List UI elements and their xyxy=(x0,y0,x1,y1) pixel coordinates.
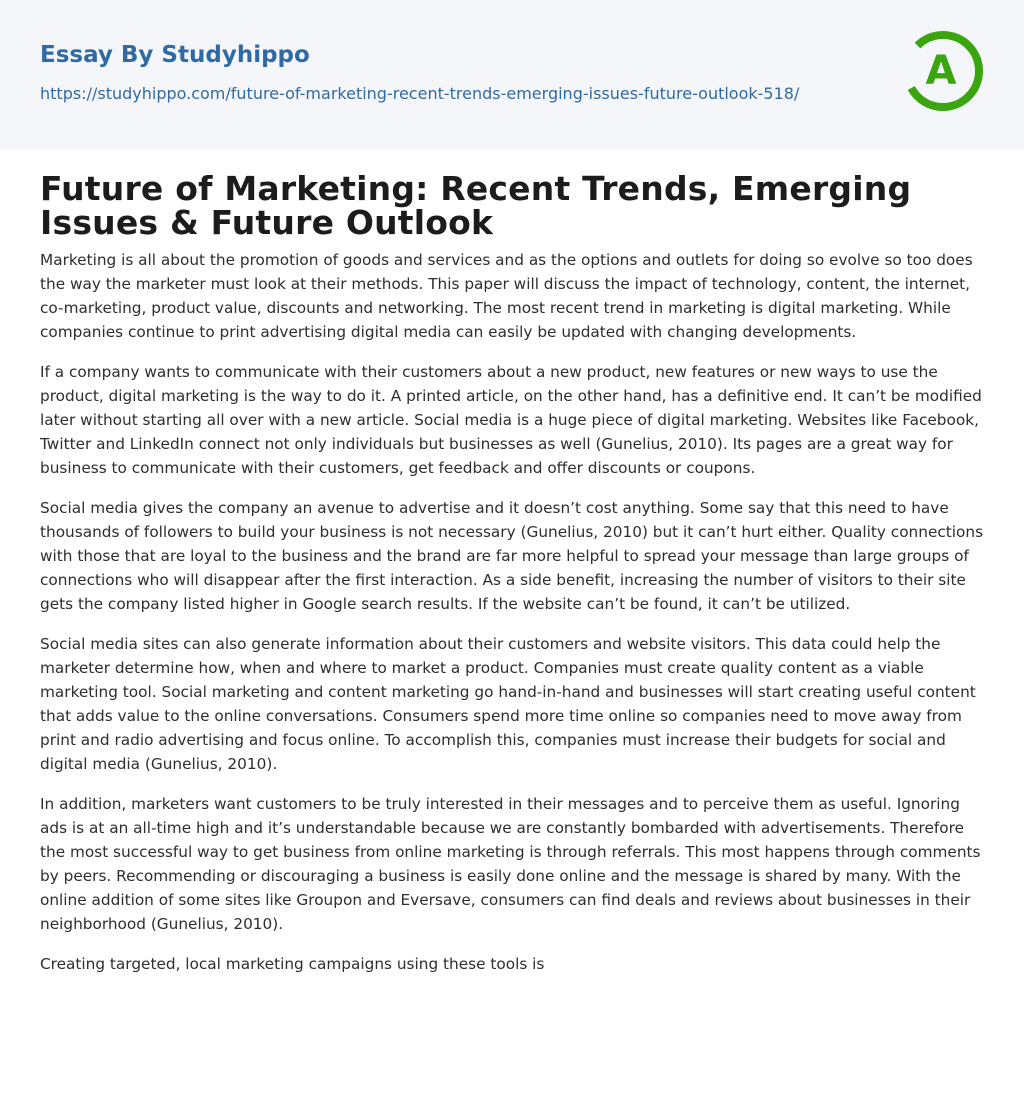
paragraph: Social media sites can also generate information about their customers and website visitors. This data could help the marketer determine how, when and where to market a product. Companies must create quality content as a viable marketing tool. Social marketing and content marketing go hand-in-hand and businesses will start creating useful content that adds value to the online conversations. Consumers spend more time online so companies need to move away from print and radio advertising and focus online. To accomplish this, companies must increase their budgets for social and digital media (Gunelius, 2010). xyxy=(40,635,976,773)
article-body xyxy=(0,169,1024,976)
essay-url-link[interactable]: https://studyhippo.com/future-of-marketing-recent-trends-emerging-issues-future-outlook-518/ xyxy=(40,84,800,103)
paragraph: Creating targeted, local marketing campaigns using these tools is xyxy=(40,955,545,973)
studyhippo-logo-icon[interactable] xyxy=(898,26,988,116)
paragraph: Marketing is all about the promotion of goods and services and as the options and outlets for doing so evolve so too does the way the marketer must look at their methods. This paper will discuss the impact of technology, content, the internet, co-marketing, product value, discounts and networking. The most recent trend in marketing is digital marketing. While companies continue to print advertising digital media can easily be updated with changing developments. xyxy=(40,251,973,341)
paragraph: Social media gives the company an avenue to advertise and it doesn’t cost anything. Some say that this need to have thousands of followers to build your business is not necessary (Gunelius, 2010) but it can’t hurt either. Quality connections with those that are loyal to the business and the brand are far more helpful to spread your message than large groups of connections who will disappear after the first interaction. As a side benefit, increasing the number of visitors to their site gets the company listed higher in Google search results. If the website can’t be found, it can’t be utilized. xyxy=(40,499,984,613)
logo-letter: A xyxy=(925,48,957,94)
site-header xyxy=(0,0,1024,150)
page-title: Future of Marketing: Recent Trends, Emerging Issues & Future Outlook xyxy=(40,169,912,242)
paragraph: In addition, marketers want customers to be truly interested in their messages and to perceive them as useful. Ignoring ads is at an all-time high and it’s understandable because we are constantly bombarded with advertisements. Therefore the most successful way to get business from online marketing is through referrals. This most happens through comments by peers. Recommending or discouraging a business is easily done online and the message is shared by many. With the online addition of some sites like Groupon and Eversave, consumers can find deals and reviews about businesses in their neighborhood (Gunelius, 2010). xyxy=(40,795,981,933)
paragraph: If a company wants to communicate with their customers about a new product, new features or new ways to use the product, digital marketing is the way to do it. A printed article, on the other hand, has a definitive end. It can’t be modified later without starting all over with a new article. Social media is a huge piece of digital marketing. Websites like Facebook, Twitter and LinkedIn connect not only individuals but businesses as well (Gunelius, 2010). Its pages are a great way for business to communicate with their customers, get feedback and offer discounts or coupons. xyxy=(40,363,982,477)
brand-title[interactable]: Essay By Studyhippo xyxy=(40,42,310,68)
